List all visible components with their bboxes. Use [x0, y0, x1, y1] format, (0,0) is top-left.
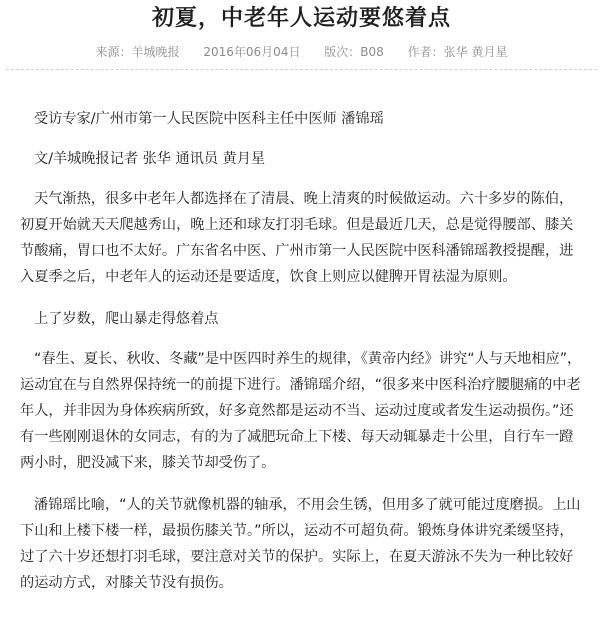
body-paragraph: “春生、夏长、秋收、冬藏”是中医四时养生的规律，《黄帝内经》讲究“人与天地相应”，运动宜在与自然界保持统一的前提下进行。潘锦瑶介绍，“很多来中医科治疗腰腿痛的中老年人，并非因为身体疾病所致，好多竟然都是运动不当、运动过度或者发生运动损伤。”还有一些刚刚退休的女同志，有的为了减肥玩命上下楼、每天动辄暴走十公里，自行车一蹬两小时，肥没减下来，膝关节却受伤了。	[20, 351, 582, 471]
article-title: 初夏，中老年人运动要悠着点	[151, 6, 451, 31]
meta-date: 2016年06月04日	[203, 45, 301, 59]
meta-edition: 版次：B08	[324, 45, 384, 59]
byline: 文/羊城晚报记者 张华 通讯员 黄月星	[34, 151, 266, 167]
section-subheading: 上了岁数，爬山暴走得悠着点	[34, 311, 219, 327]
meta-source: 来源：羊城晚报	[95, 45, 180, 59]
body-paragraph: 潘锦瑶比喻，“人的关节就像机器的轴承，不用会生锈，但用多了就可能过度磨损。上山下山和上楼下楼一样，最损伤膝关节。”所以，运动不可超负荷。锻炼身体讲究柔缓坚持，过了六十岁还想打羽毛球，要注意对关节的保护。实际上，在夏天游泳不失为一种比较好的运动方式，对膝关节没有损伤。	[20, 497, 581, 591]
article-meta	[0, 44, 603, 60]
expert-line: 受访专家/广州市第一人民医院中医科主任中医师 潘锦瑶	[34, 111, 384, 127]
meta-author: 作者：张华 黄月星	[407, 45, 508, 59]
body-paragraph: 天气渐热，很多中老年人都选择在了清晨、晚上清爽的时候做运动。六十多岁的陈伯，初夏开始就天天爬越秀山，晚上还和球友打羽毛球。但是最近几天，总是觉得腰部、膝关节酸痛，胃口也不太好。广东省名中医、广州市第一人民医院中医科潘锦瑶教授提醒，进入夏季之后，中老年人的运动还是要适度，饮食上则应以健脾开胃祛湿为原则。	[20, 191, 574, 285]
article-body	[20, 106, 586, 596]
meta-divider	[6, 69, 597, 70]
